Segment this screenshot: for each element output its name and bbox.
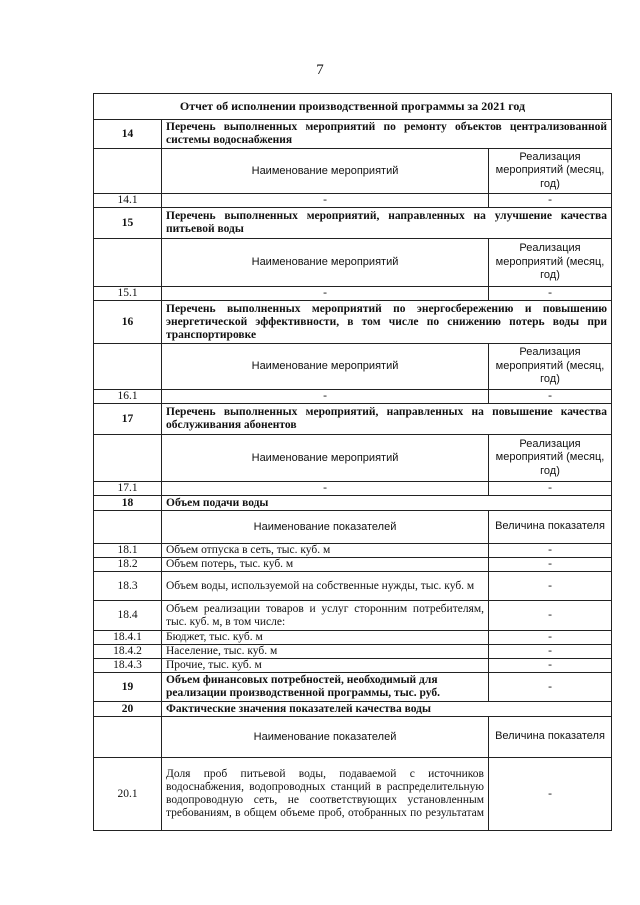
row-number: 16.1 <box>94 390 162 404</box>
row-number: 18.4.1 <box>94 631 162 645</box>
column-header-realization: Реализация мероприятий (месяц, год) <box>489 344 612 390</box>
row-number: 18.4.3 <box>94 659 162 673</box>
row-value: - <box>489 482 612 496</box>
section-number: 19 <box>94 673 162 702</box>
row-value: - <box>489 758 612 831</box>
row-value: - <box>489 544 612 558</box>
row-text: - <box>162 390 489 404</box>
row-number: 18.4.2 <box>94 645 162 659</box>
page-number: 7 <box>316 62 324 78</box>
row-text: - <box>162 287 489 301</box>
row-number: 18.3 <box>94 572 162 601</box>
section-number: 20 <box>94 702 162 717</box>
row-text: - <box>162 194 489 208</box>
row-text: Население, тыс. куб. м <box>162 645 489 659</box>
row-value: - <box>489 390 612 404</box>
report-title: Отчет об исполнении производственной программы за 2021 год <box>94 94 612 120</box>
section-number: 17 <box>94 404 162 435</box>
row-number: 18.1 <box>94 544 162 558</box>
row-text: Объем потерь, тыс. куб. м <box>162 558 489 572</box>
column-header-indicator: Наименование показателей <box>162 717 489 758</box>
column-header-value: Величина показателя <box>489 511 612 544</box>
row-value: - <box>489 287 612 301</box>
column-header-value: Величина показателя <box>489 717 612 758</box>
column-header-activity: Наименование мероприятий <box>162 435 489 482</box>
report-table <box>93 93 612 831</box>
row-text: Бюджет, тыс. куб. м <box>162 631 489 645</box>
column-header-indicator: Наименование показателей <box>162 511 489 544</box>
row-text: - <box>162 482 489 496</box>
row-value: - <box>489 673 612 702</box>
section-title: Фактические значения показателей качества воды <box>162 702 612 717</box>
section-title: Перечень выполненных мероприятий, направленных на повышение качества обслуживания абонентов <box>162 404 612 435</box>
row-value: - <box>489 659 612 673</box>
row-number: 18.4 <box>94 601 162 631</box>
column-header-activity: Наименование мероприятий <box>162 344 489 390</box>
row-value: - <box>489 558 612 572</box>
row-number: 17.1 <box>94 482 162 496</box>
row-value: - <box>489 645 612 659</box>
row-number: 14.1 <box>94 194 162 208</box>
column-header-activity: Наименование мероприятий <box>162 149 489 194</box>
section-title: Объем подачи воды <box>162 496 612 511</box>
column-header-activity: Наименование мероприятий <box>162 239 489 287</box>
section-title: Перечень выполненных мероприятий, направленных на улучшение качества питьевой воды <box>162 208 612 239</box>
section-title: Перечень выполненных мероприятий по ремонту объектов централизованной системы водоснабжения <box>162 120 612 149</box>
row-number: 18.2 <box>94 558 162 572</box>
row-text: Объем воды, используемой на собственные нужды, тыс. куб. м <box>162 572 489 601</box>
section-number: 18 <box>94 496 162 511</box>
row-value: - <box>489 572 612 601</box>
section-title: Перечень выполненных мероприятий по энергосбережению и повышению энергетической эффективности, в том числе по снижению потерь воды при транспортировке <box>162 301 612 344</box>
column-header-realization: Реализация мероприятий (месяц, год) <box>489 435 612 482</box>
row-number: 20.1 <box>94 758 162 831</box>
section-number: 16 <box>94 301 162 344</box>
row-value: - <box>489 194 612 208</box>
row-text: Объем реализации товаров и услуг сторонним потребителям, тыс. куб. м, в том числе: <box>162 601 489 631</box>
section-title: Объем финансовых потребностей, необходимый для реализации производственной программы, тыс. руб. <box>162 673 489 702</box>
column-header-realization: Реализация мероприятий (месяц, год) <box>489 149 612 194</box>
row-number: 15.1 <box>94 287 162 301</box>
row-text: Доля проб питьевой воды, подаваемой с источников водоснабжения, водопроводных станций в распределительную водопроводную сеть, не соответствующих установленным требованиям, в общем объеме проб, отобранных по результатам <box>162 758 489 831</box>
row-text: Объем отпуска в сеть, тыс. куб. м <box>162 544 489 558</box>
section-number: 14 <box>94 120 162 149</box>
row-text: Прочие, тыс. куб. м <box>162 659 489 673</box>
section-number: 15 <box>94 208 162 239</box>
column-header-realization: Реализация мероприятий (месяц, год) <box>489 239 612 287</box>
row-value: - <box>489 631 612 645</box>
row-value: - <box>489 601 612 631</box>
